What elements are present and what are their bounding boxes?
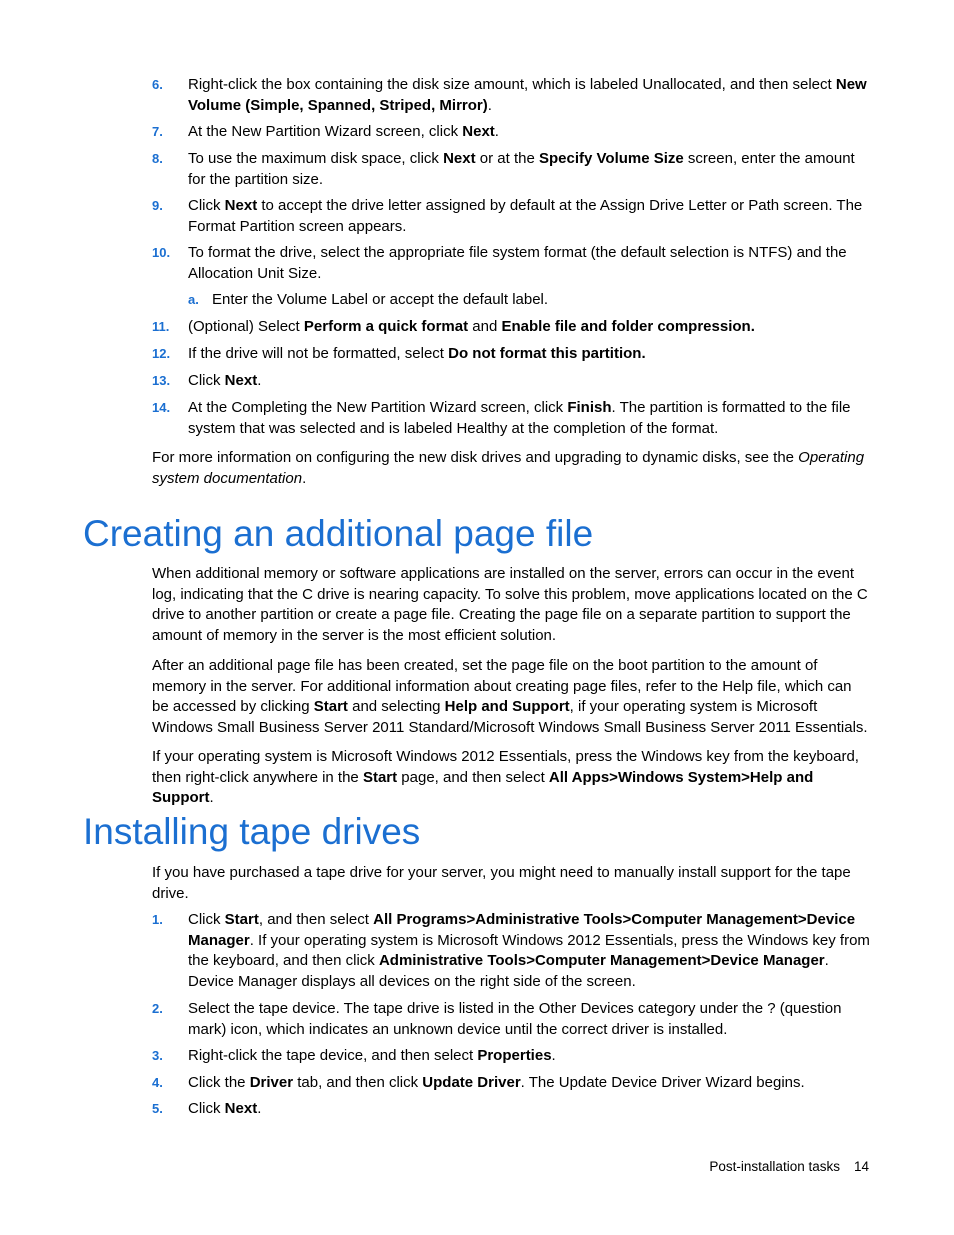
text-run: Click [188,1100,225,1117]
bold-term: Help and Support [444,698,570,716]
step-number: a. [188,292,199,307]
step-text [188,243,872,284]
step-8 [152,149,872,190]
tape-step-1 [152,910,872,993]
step-text [188,344,872,365]
step-number: 12. [152,346,171,361]
bold-term: Update Driver [422,1074,521,1091]
bold-term: Do not format this partition. [448,345,646,362]
text-run: to accept the drive letter assigned by default at the Assign Drive Letter or Path screen. The Format Partition screen appears. [188,197,863,235]
step-text [188,75,872,116]
step-number: 1. [152,912,163,927]
text-run: If the drive will not be formatted, select [188,345,449,362]
step-number: 9. [152,198,163,213]
text-run: tab, and then click [293,1074,423,1091]
text-run: , if your operating system is Microsoft Windows Small Business Server 2011 Standard/Microsoft Windows Small Business Server 2011 Essentials. [152,698,868,737]
text-run: If your operating system is Microsoft Windows 2012 Essentials, press the Windows key from the keyboard, then right-click anywhere in the [152,748,859,786]
step-text [188,398,872,439]
bold-term: Next [224,1100,258,1117]
bold-term: Start [313,698,348,716]
step-text [188,122,872,143]
bold-term: Specify Volume Size [538,150,684,167]
page-footer [709,1157,869,1177]
bold-term: Driver [249,1074,294,1091]
step-9 [152,196,872,237]
bold-term: Next [443,150,476,167]
text-run: . The partition is formatted to the file system that was selected and is labeled Healthy at the completion of the format. [188,399,851,437]
text-run: and selecting [347,698,445,716]
step-6 [152,75,872,116]
text-run: For more information on configuring the new disk drives and upgrading to dynamic disks, see the [152,449,799,466]
text-run: Click [188,372,225,389]
bold-term: New Volume (Simple, Spanned, Striped, Mirror) [188,76,867,114]
step-14 [152,398,872,439]
page-file-paragraph-1 [152,564,872,647]
step-number: 4. [152,1075,163,1090]
text-run: and [468,318,502,335]
text-run: . [257,372,262,389]
text-run: . If your operating system is Microsoft Windows 2012 Essentials, press the Windows key from the keyboard, and then click [188,931,870,970]
text-run: or at the [475,150,539,167]
bold-term: Administrative Tools>Computer Management>Device Manager [378,952,825,970]
step-10 [152,243,872,284]
text-run: , and then select [258,911,374,928]
step-text [188,196,872,237]
text-run: Right-click the tape device, and then select [188,1047,478,1064]
bold-term: Start [224,911,259,928]
bold-term: Enable file and folder compression. [501,318,755,335]
bold-term: Finish [567,399,612,416]
text-run: Enter the Volume Label or accept the default label. [212,291,549,308]
text-run: Click [188,197,225,214]
bold-term: All Apps>Windows System>Help and Support [152,768,814,807]
text-run: After an additional page file has been created, set the page file on the boot partition to the amount of memory in the server. For additional information about creating page files, refer to the Help file, which can be accessed by clicking [152,657,852,716]
text-run: When additional memory or software applications are installed on the server, errors can occur in the event log, indicating that the C drive is nearing capacity. To solve this problem, move applications located on the C drive to another partition or create a page file. Creating the page file on a separate partition to support the amount of memory in the server is the most efficient solution. [152,565,868,645]
text-run: . Device Manager displays all devices on the right side of the screen. [188,952,829,991]
step-text [188,1073,872,1094]
text-run: . [551,1047,556,1064]
text-run: . [257,1100,262,1117]
page-file-paragraph-3 [152,747,872,809]
text-run: If you have purchased a tape drive for your server, you might need to manually install support for the tape drive. [152,864,851,902]
text-run: To format the drive, select the appropriate file system format (the default selection is NTFS) and the Allocation Unit Size. [188,244,847,282]
step-number: 8. [152,151,163,166]
text-run: To use the maximum disk space, click [188,150,444,167]
step-number: 11. [152,319,170,334]
text-run: . [487,96,492,114]
bold-term: Perform a quick format [303,318,469,335]
step-text [188,149,872,190]
text-run: . [302,469,307,487]
step-text [188,999,872,1040]
step-text [188,910,872,993]
step-number: 5. [152,1101,163,1116]
text-run: Click the [188,1074,250,1091]
page-number: 14 [853,1159,869,1174]
text-run: . The Update Device Driver Wizard begins. [520,1074,805,1091]
tape-step-2 [152,999,872,1040]
text-run: (Optional) Select [188,318,304,335]
text-run: At the New Partition Wizard screen, click [188,123,463,140]
bold-term: Properties [477,1047,552,1064]
step-number: 3. [152,1048,163,1063]
bold-term: Next [224,372,258,389]
tape-step-3 [152,1046,872,1067]
text-run: . [209,789,214,807]
bold-term: Next [224,197,258,214]
bold-term: Next [462,123,495,140]
page-file-paragraph-2 [152,656,872,739]
step-number: 2. [152,1001,163,1016]
step-11 [152,317,872,338]
text-run: At the Completing the New Partition Wizard screen, click [188,399,568,416]
step-number: 14. [152,400,171,415]
text-run: . [494,123,499,140]
section-heading-tape-drives: Installing tape drives [83,811,421,852]
italic-term: Operating system documentation [152,449,865,487]
bold-term: Start [362,768,398,786]
step-text [188,1046,872,1067]
text-run: screen, enter the amount for the partition size. [188,150,855,188]
text-run: Click [188,911,225,928]
section-heading-page-file: Creating an additional page file [83,513,594,554]
bold-term: All Programs>Administrative Tools>Computer Management>Device Manager [188,911,856,949]
step-number: 10. [152,245,171,260]
text-run: Select the tape device. The tape drive is listed in the Other Devices category under the ? (question mark) icon, which indicates an unknown device until the correct driver is installed. [188,1000,842,1038]
step-text [212,290,872,311]
footer-section-title: Post-installation tasks [709,1159,840,1174]
tape-step-5 [152,1099,872,1120]
step-number: 7. [152,124,163,139]
tape-step-4 [152,1073,872,1094]
step-7 [152,122,872,143]
text-run: page, and then select [397,768,549,786]
more-info-paragraph [152,448,872,489]
step-12 [152,344,872,365]
text-run: Right-click the box containing the disk size amount, which is labeled Unallocated, and then select [188,76,836,93]
step-number: 13. [152,373,171,388]
step-number: 6. [152,77,163,92]
substep-a [152,290,872,311]
tape-intro-paragraph [152,863,872,904]
step-13 [152,371,872,392]
step-text [188,317,872,338]
step-text [188,371,872,392]
step-text [188,1099,872,1120]
